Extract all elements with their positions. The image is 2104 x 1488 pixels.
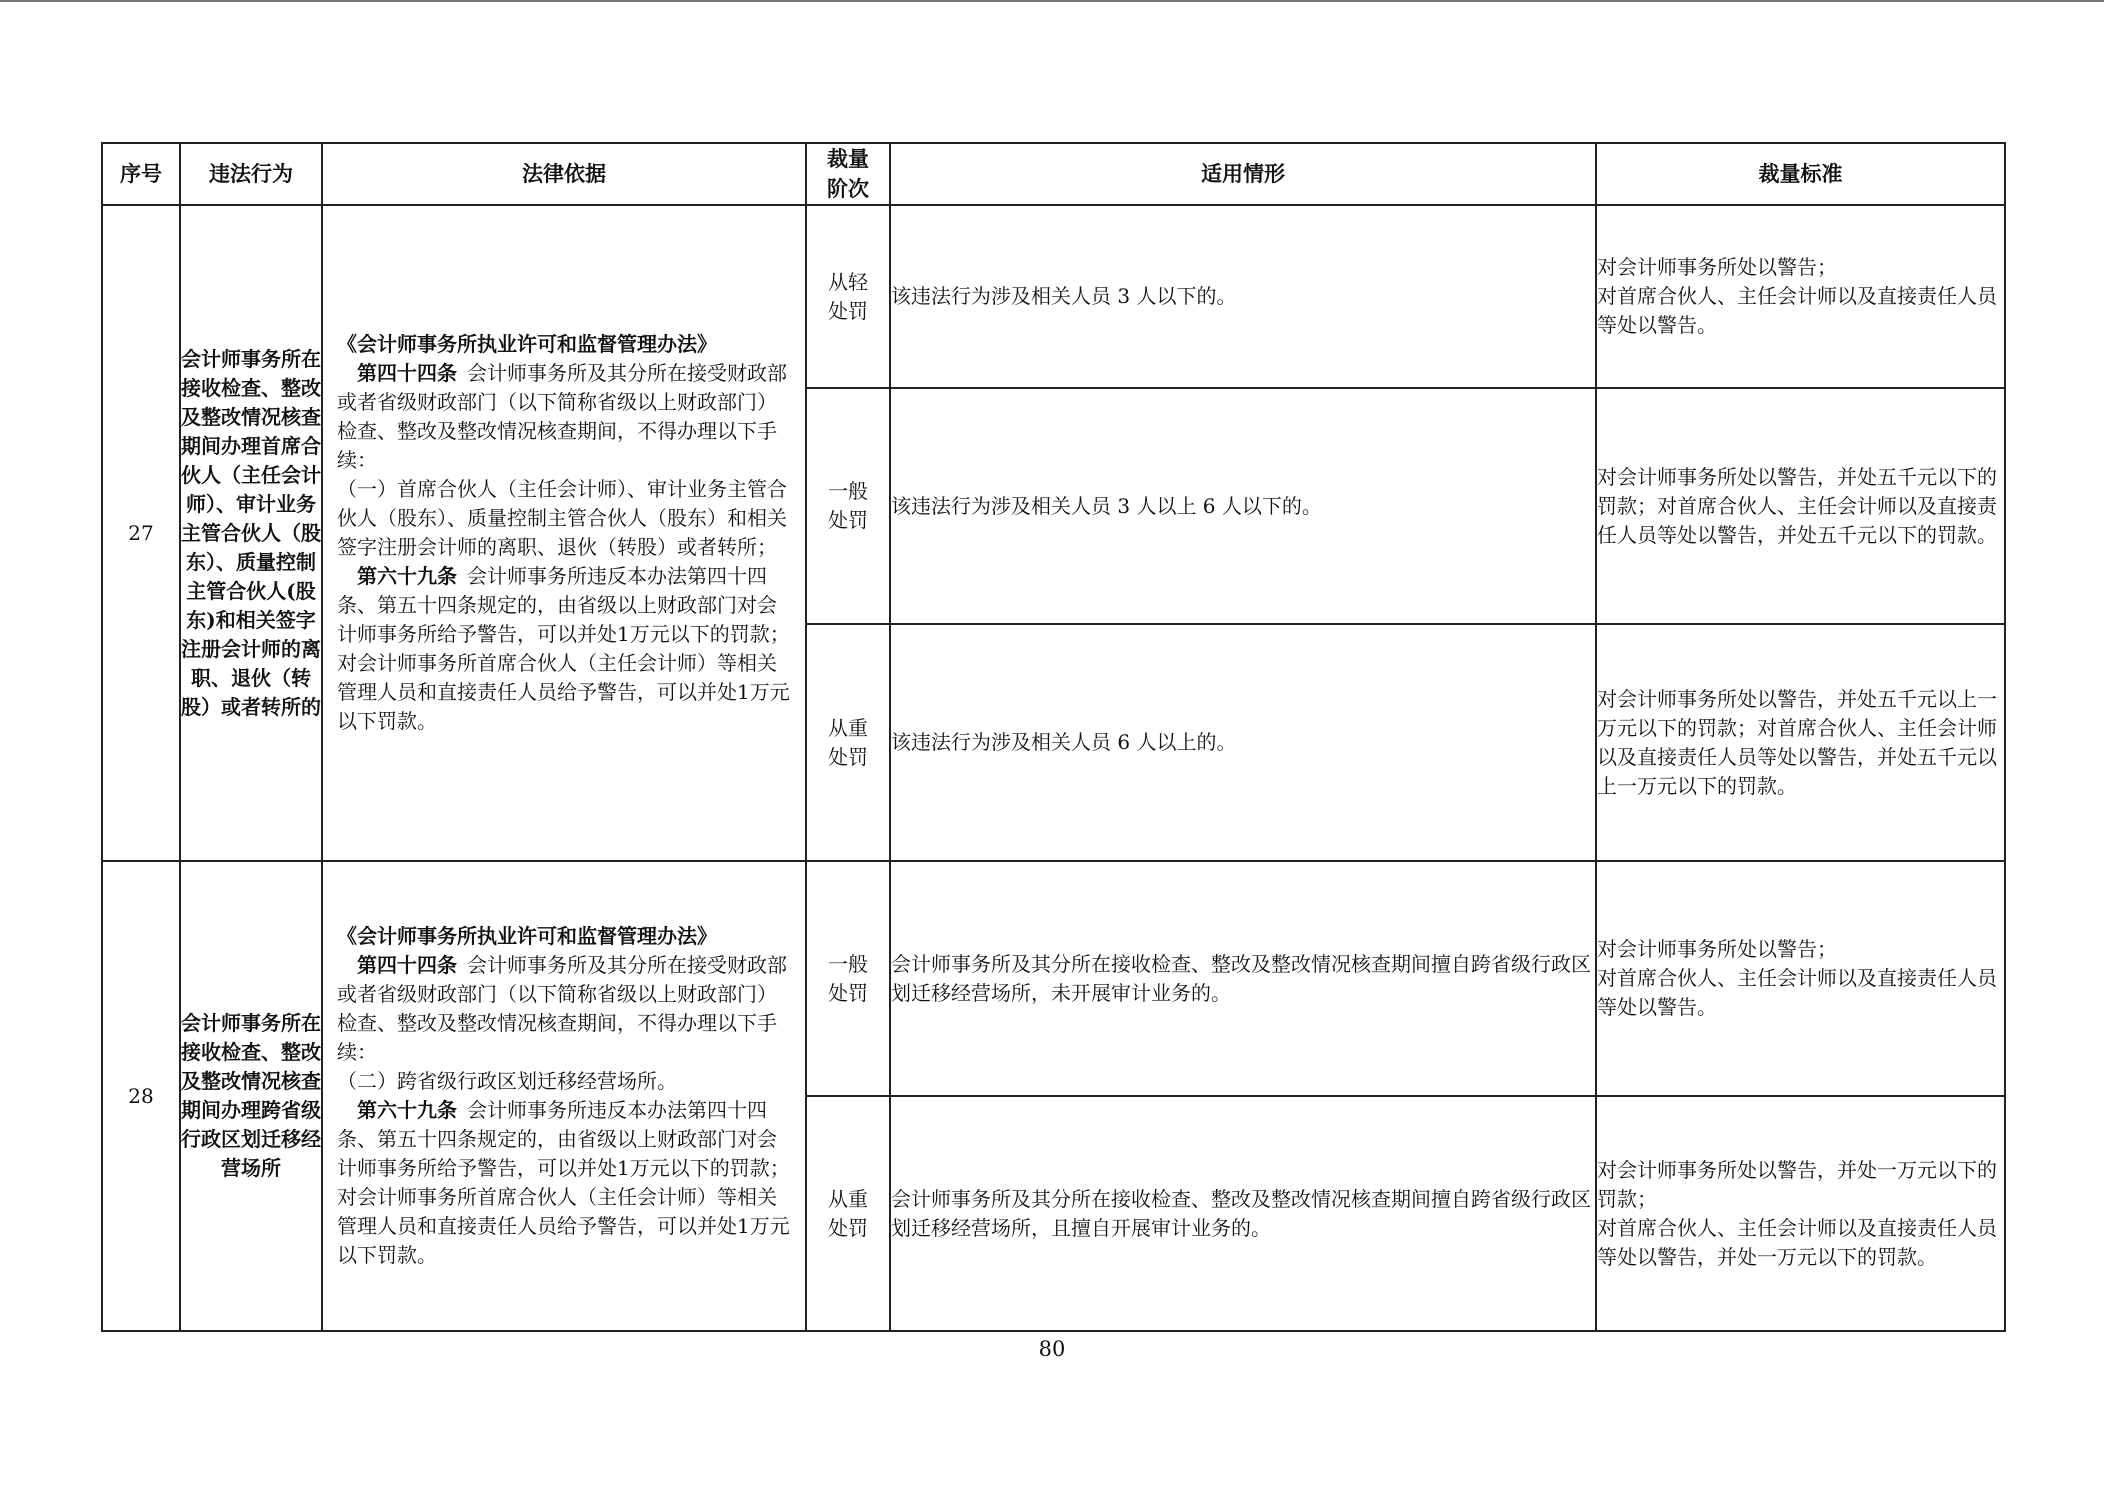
tier-standard-text: 对会计师事务所处以警告，并处五千元以下的罚款；对首席合伙人、主任会计师以及直接责任人员等处以警告，并处五千元以下的罚款。 (1597, 464, 1997, 547)
article-44-item: （一）首席合伙人（主任会计师）、审计业务主管合伙人（股东）、质量控制主管合伙人（股东）和相关签字注册会计师的离职、退伙（转股）或者转所； (337, 477, 787, 559)
tier-level-text: 一般处罚 (828, 951, 868, 1005)
tier-level (806, 388, 890, 624)
row-number: 27 (102, 205, 180, 861)
header-no: 序号 (102, 143, 180, 205)
header-basis: 法律依据 (322, 143, 806, 205)
legal-basis-text (323, 330, 805, 736)
header-level-text: 裁量阶次 (827, 146, 869, 201)
article-44-label: 第四十四条 (357, 361, 457, 385)
tier-level-text: 从重处罚 (828, 1186, 868, 1240)
tier-standard-text: 对会计师事务所处以警告； 对首席合伙人、主任会计师以及直接责任人员等处以警告。 (1597, 937, 1997, 1019)
article-44-text: 会计师事务所及其分所在接受财政部或者省级财政部门（以下简称省级以上财政部门）检查、整改及整改情况核查期间，不得办理以下手续： (337, 953, 787, 1064)
article-44 (337, 359, 791, 475)
tier-level-text: 一般处罚 (828, 479, 868, 532)
tier-standard (1596, 624, 2005, 861)
tier-case: 会计师事务所及其分所在接收检查、整改及整改情况核查期间擅自跨省级行政区划迁移经营场所，且擅自开展审计业务的。 (890, 1096, 1596, 1331)
row-number: 28 (102, 861, 180, 1331)
legal-basis (322, 205, 806, 861)
law-title: 《会计师事务所执业许可和监督管理办法》 (337, 332, 717, 356)
header-standard: 裁量标准 (1596, 143, 2005, 205)
tier-standard (1596, 1096, 2005, 1331)
table-row (102, 205, 2005, 388)
article-69-label: 第六十九条 (357, 564, 457, 588)
legal-basis-body (323, 330, 805, 736)
article-44 (337, 951, 791, 1067)
header-case: 适用情形 (890, 143, 1596, 205)
tier-level-text: 从重处罚 (828, 715, 868, 769)
tier-standard-text: 对会计师事务所处以警告，并处一万元以下的罚款； 对首席合伙人、主任会计师以及直接责任人员等处以警告，并处一万元以下的罚款。 (1597, 1157, 1997, 1269)
header-row (102, 143, 2005, 205)
tier-standard (1596, 861, 2005, 1096)
legal-basis-body (323, 922, 805, 1270)
legal-basis-text (323, 922, 805, 1270)
article-69-text: 会计师事务所违反本办法第四十四条、第五十四条规定的，由省级以上财政部门对会计师事务所给予警告，可以并处1万元以下的罚款；对会计师事务所首席合伙人（主任会计师）等相关管理人员和直接责任人员给予警告，可以并处1万元以下罚款。 (337, 564, 790, 733)
tier-standard-text: 对会计师事务所处以警告； 对首席合伙人、主任会计师以及直接责任人员等处以警告。 (1597, 255, 1997, 337)
article-44-label: 第四十四条 (357, 953, 457, 977)
header-act: 违法行为 (180, 143, 322, 205)
header-level (806, 143, 890, 205)
violation-act: 会计师事务所在接收检查、整改及整改情况核查期间办理首席合伙人（主任会计师）、审计业务主管合伙人（股东）、质量控制主管合伙人(股东)和相关签字注册会计师的离职、退伙（转股）或者转所的 (180, 205, 322, 861)
tier-standard (1596, 388, 2005, 624)
law-title: 《会计师事务所执业许可和监督管理办法》 (337, 924, 717, 948)
discretion-standard-table (101, 142, 2006, 1332)
tier-case: 会计师事务所及其分所在接收检查、整改及整改情况核查期间擅自跨省级行政区划迁移经营场所，未开展审计业务的。 (890, 861, 1596, 1096)
table-row (102, 861, 2005, 1096)
article-69 (337, 562, 791, 736)
tier-level (806, 624, 890, 861)
tier-level (806, 1096, 890, 1331)
article-44-text: 会计师事务所及其分所在接受财政部或者省级财政部门（以下简称省级以上财政部门）检查、整改及整改情况核查期间，不得办理以下手续： (337, 361, 787, 472)
article-44-item: （二）跨省级行政区划迁移经营场所。 (337, 1069, 677, 1093)
page-top-rule (0, 0, 2104, 2)
tier-case: 该违法行为涉及相关人员 3 人以下的。 (890, 205, 1596, 388)
tier-standard (1596, 205, 2005, 388)
violation-act: 会计师事务所在接收检查、整改及整改情况核查期间办理跨省级行政区划迁移经营场所 (180, 861, 322, 1331)
tier-case: 该违法行为涉及相关人员 3 人以上 6 人以下的。 (890, 388, 1596, 624)
tier-level-text: 从轻处罚 (828, 269, 868, 323)
tier-level (806, 205, 890, 388)
page-number: 80 (1038, 1337, 1066, 1361)
article-69-text: 会计师事务所违反本办法第四十四条、第五十四条规定的，由省级以上财政部门对会计师事务所给予警告，可以并处1万元以下的罚款；对会计师事务所首席合伙人（主任会计师）等相关管理人员和直接责任人员给予警告，可以并处1万元以下罚款。 (337, 1098, 790, 1267)
tier-case: 该违法行为涉及相关人员 6 人以上的。 (890, 624, 1596, 861)
legal-basis (322, 861, 806, 1331)
tier-standard-text: 对会计师事务所处以警告，并处五千元以上一万元以下的罚款；对首席合伙人、主任会计师以及直接责任人员等处以警告，并处五千元以上一万元以下的罚款。 (1597, 686, 1997, 798)
tier-level (806, 861, 890, 1096)
article-69 (337, 1096, 791, 1270)
article-69-label: 第六十九条 (357, 1098, 457, 1122)
